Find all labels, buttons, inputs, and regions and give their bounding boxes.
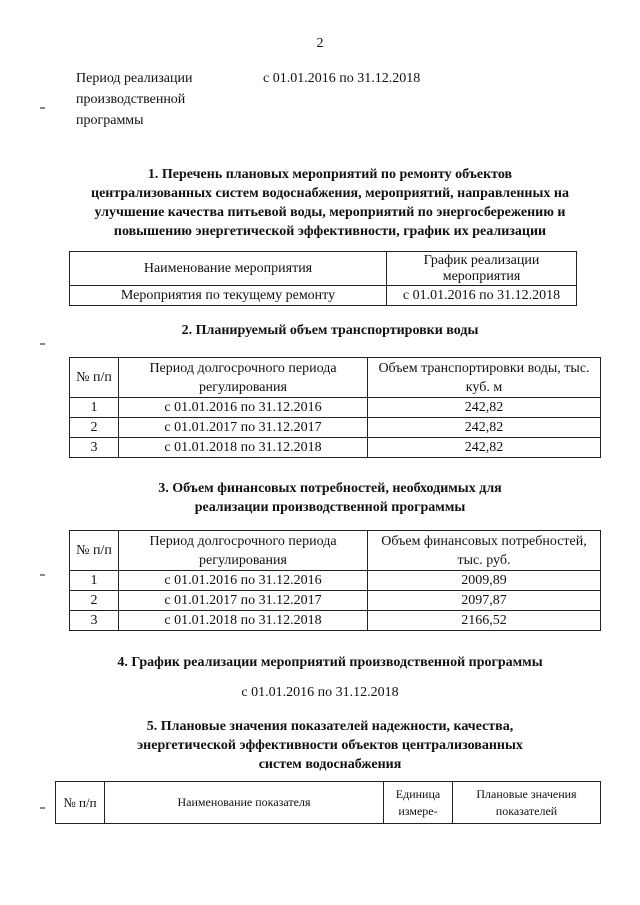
section3-title-line: реализации производственной программы [194,500,466,515]
table-cell: 2097,87 [368,591,601,611]
section1-title [60,165,600,241]
table-header: График реализации мероприятия [387,252,577,286]
section5-title-line: энергетической эффективности объектов централизованных [137,738,523,753]
table-cell: с 01.01.2016 по 31.12.2016 [119,398,368,418]
table-cell: 3 [70,438,119,458]
table-row [70,611,601,631]
table-cell: 242,82 [368,398,601,418]
table-cell: 242,82 [368,418,601,438]
table-cell: 242,82 [368,438,601,458]
section2-title: 2. Планируемый объем транспортировки воды [181,323,479,338]
section5-title-line: 5. Плановые значения показателей надежности, качества, [146,719,514,734]
table-header: Период долгосрочного периода регулирования [119,531,368,571]
period-label-line: Период реализации [76,71,193,86]
table-row [70,438,601,458]
table-cell: с 01.01.2016 по 31.12.2018 [387,286,577,306]
table-row [70,398,601,418]
section3-title-line: 3. Объем финансовых потребностей, необходимых для [158,481,502,496]
table-header: Единица измере- [384,782,453,824]
financial-needs-table [69,530,601,631]
table-cell: с 01.01.2016 по 31.12.2016 [119,571,368,591]
table-cell: 2 [70,418,119,438]
table-cell: с 01.01.2018 по 31.12.2018 [119,611,368,631]
section4-period: с 01.01.2016 по 31.12.2018 [241,685,399,700]
table-header: Период долгосрочного периода регулирования [119,358,368,398]
margin-mark [40,807,45,809]
section1-title-line: повышению энергетической эффективности, график их реализации [113,224,547,239]
transport-volume-table [69,357,601,458]
section1-title-line: 1. Перечень плановых мероприятий по ремонту объектов [147,167,513,182]
margin-mark [40,107,45,109]
table-row [70,591,601,611]
table-row [70,571,601,591]
table-cell: 1 [70,571,119,591]
period-label-line: производственной [76,92,186,107]
table-cell: 1 [70,398,119,418]
table-cell: 2 [70,591,119,611]
table-cell: 2166,52 [368,611,601,631]
table-cell: с 01.01.2017 по 31.12.2017 [119,418,368,438]
page-number: 2 [316,36,324,51]
activities-table [69,251,577,306]
indicators-table [55,781,601,824]
period-label-line: программы [76,113,144,128]
table-header: Объем транспортировки воды, тыс. куб. м [368,358,601,398]
table-cell: Мероприятия по текущему ремонту [70,286,387,306]
table-header: Наименование мероприятия [70,252,387,286]
table-row [70,418,601,438]
section4-title: 4. График реализации мероприятий производственной программы [117,655,543,670]
table-cell: с 01.01.2018 по 31.12.2018 [119,438,368,458]
table-header: № п/п [70,358,119,398]
period-label [76,68,236,131]
section5-title-line: систем водоснабжения [258,757,402,772]
table-header: Объем финансовых потребностей, тыс. руб. [368,531,601,571]
table-header: № п/п [56,782,105,824]
table-row [70,286,577,306]
table-cell: с 01.01.2017 по 31.12.2017 [119,591,368,611]
table-cell: 2009,89 [368,571,601,591]
table-cell: 3 [70,611,119,631]
period-value: с 01.01.2016 по 31.12.2018 [263,71,421,86]
table-header: Наименование показателя [105,782,384,824]
section5-title [60,717,600,774]
section1-title-line: централизованных систем водоснабжения, мероприятий, направленных на [91,186,569,201]
section1-title-line: улучшение качества питьевой воды, мероприятий по энергосбережению и [94,205,566,220]
table-header: № п/п [70,531,119,571]
section3-title [60,479,600,517]
margin-mark [40,574,45,576]
margin-mark [40,343,45,345]
table-header: Плановые значения показателей [453,782,601,824]
